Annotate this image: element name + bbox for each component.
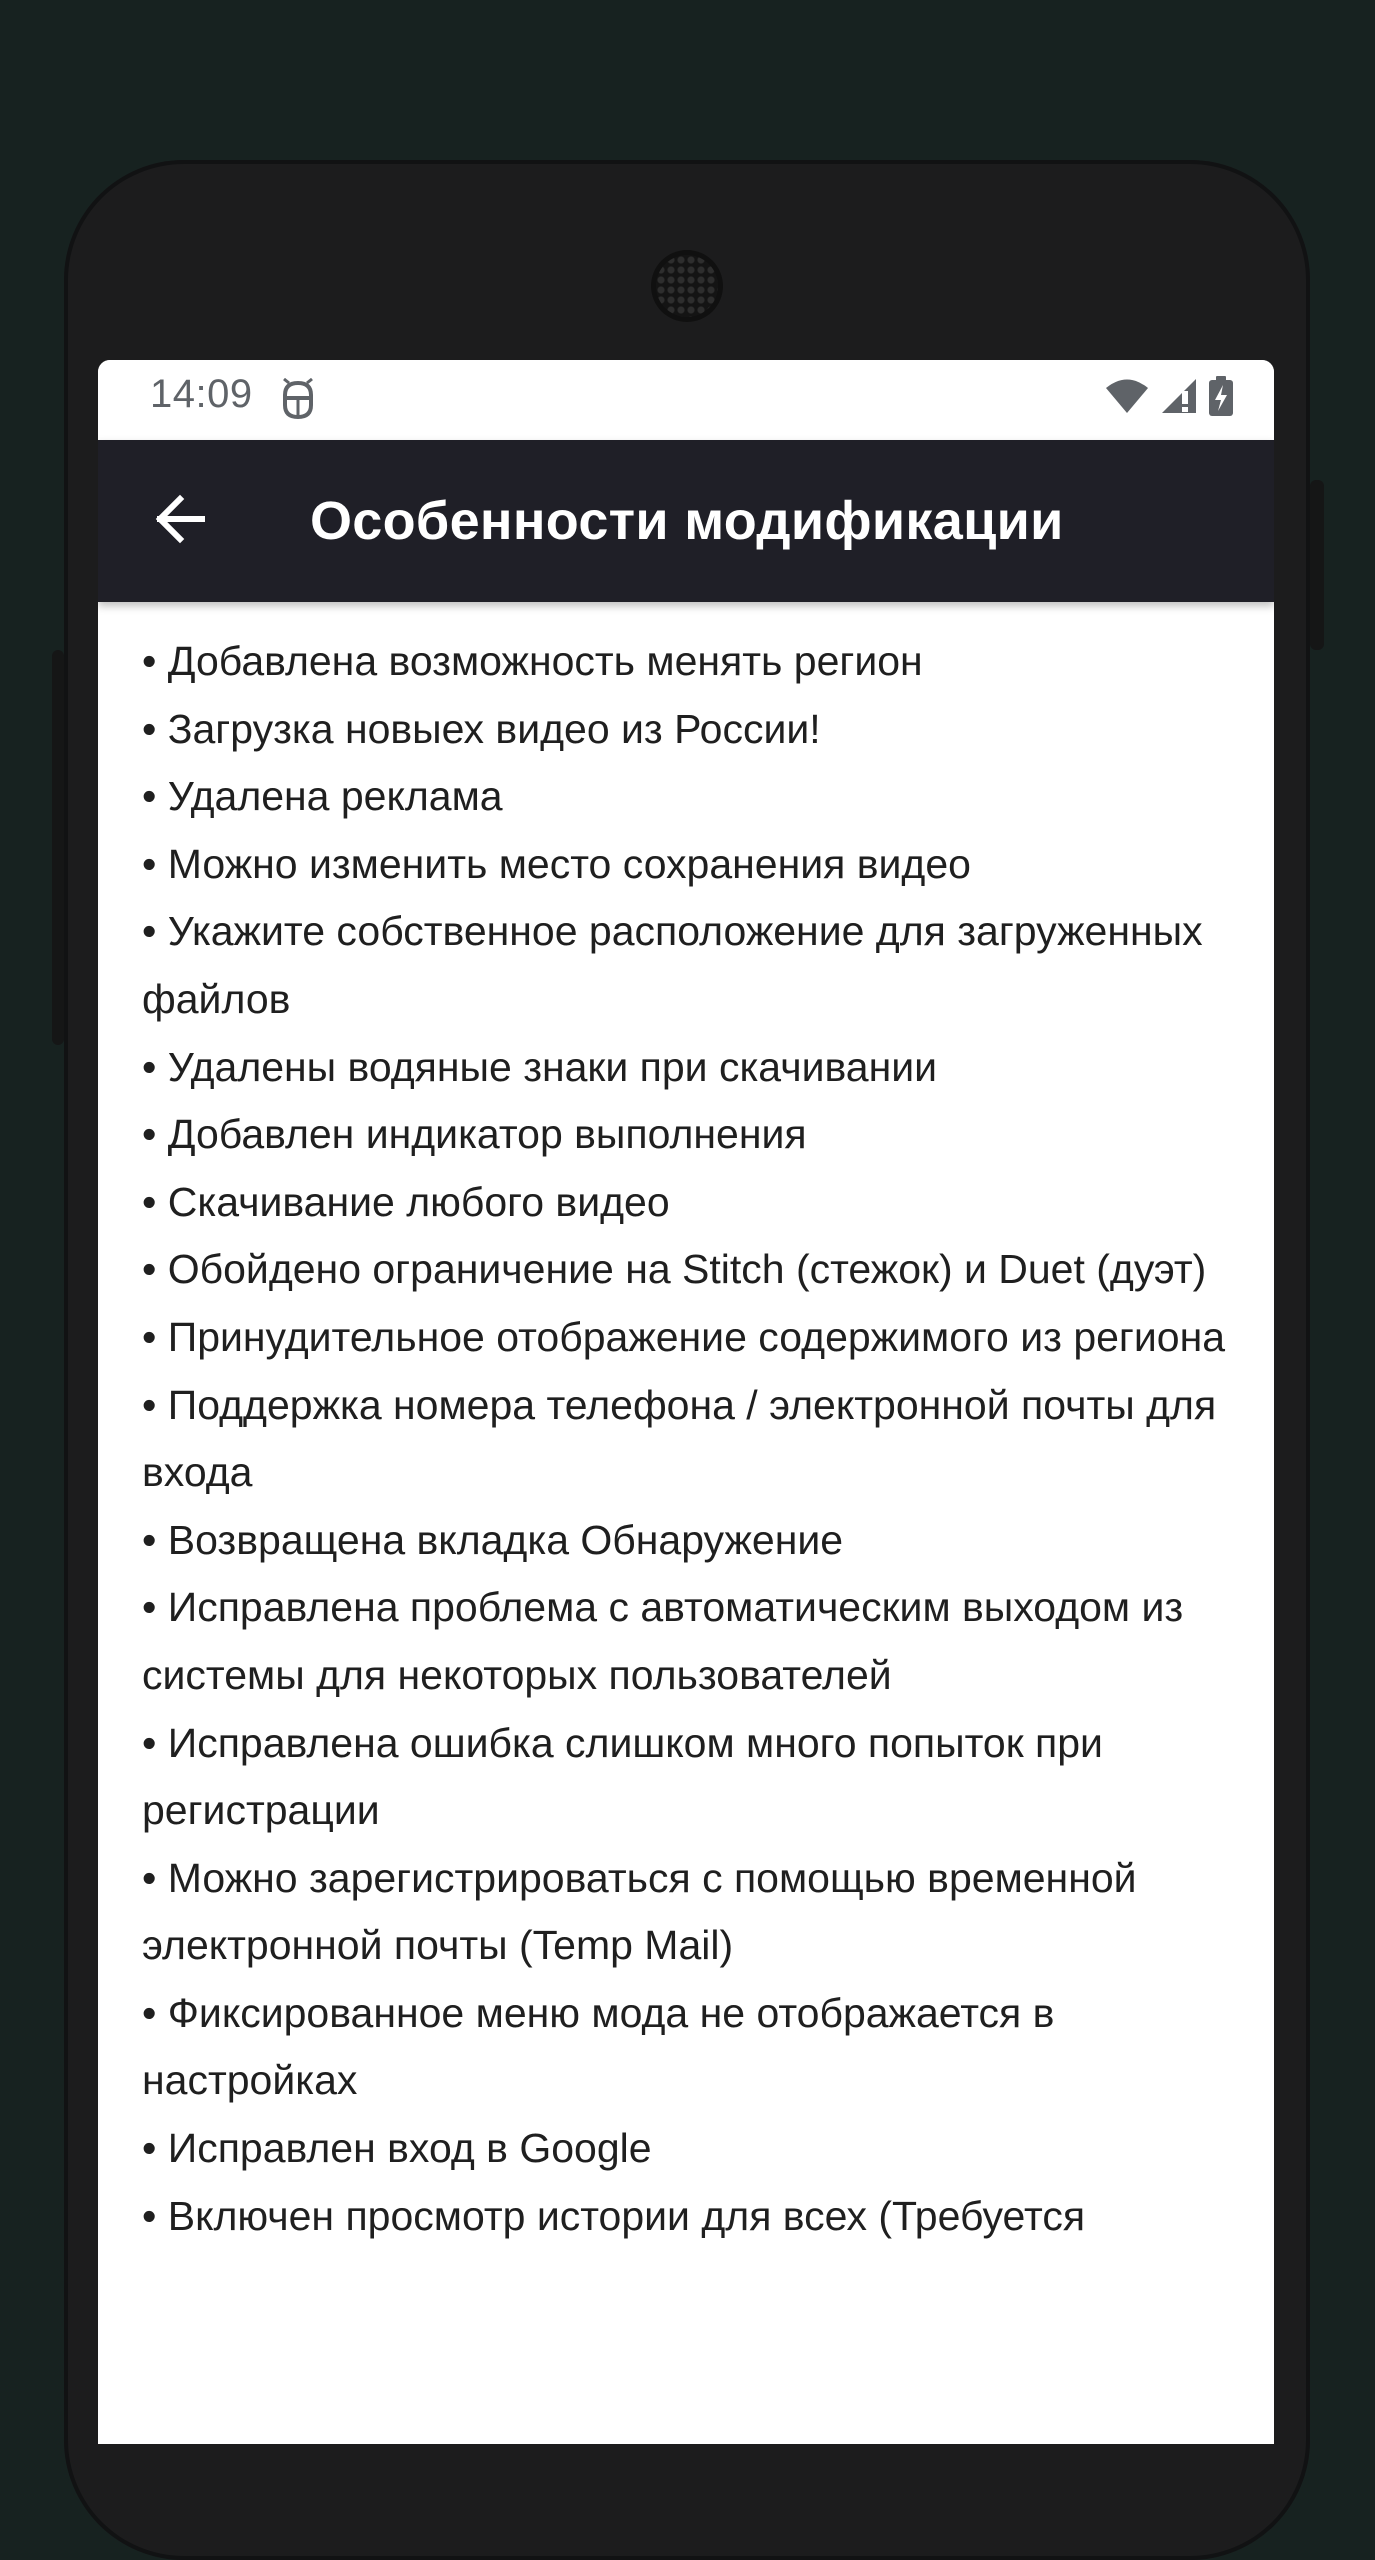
list-item: • Добавлен индикатор выполнения bbox=[142, 1111, 807, 1158]
list-item: • Фиксированное меню мода не отображается в настройках bbox=[142, 1989, 1055, 2104]
status-bar bbox=[98, 360, 1274, 440]
list-item: • Укажите собственное расположение для загруженных файлов bbox=[142, 908, 1203, 1022]
list-item: • Загрузка новыех видео из России! bbox=[142, 705, 821, 752]
list-item: • Включен просмотр истории для всех (Требуется bbox=[142, 2192, 1086, 2239]
status-icons bbox=[1104, 376, 1234, 416]
status-time: 14:09 bbox=[150, 372, 253, 416]
page-title: Особенности модификации bbox=[310, 491, 1064, 551]
list-item: • Исправлена проблема с автоматическим выходом из системы для некоторых пользователей bbox=[142, 1584, 1184, 1698]
list-item: • Добавлена возможность менять регион bbox=[142, 638, 923, 684]
list-item: • Удалены водяные знаки при скачивании bbox=[142, 1043, 938, 1090]
back-button[interactable] bbox=[120, 461, 240, 581]
list-item: • Можно изменить место сохранения видео bbox=[142, 840, 971, 887]
android-debug-icon bbox=[278, 378, 318, 420]
features-list bbox=[98, 602, 1274, 2250]
list-item: • Возвращена вкладка Обнаружение bbox=[142, 1516, 844, 1563]
list-item: • Можно зарегистрироваться с помощью временной электронной почты (Temp Mail) bbox=[142, 1854, 1137, 1969]
toolbar bbox=[98, 440, 1274, 602]
list-item: • Поддержка номера телефона / электронной почты для входа bbox=[142, 1381, 1217, 1496]
wifi-icon bbox=[1104, 377, 1150, 415]
phone-right-button bbox=[1310, 480, 1324, 650]
phone-speaker bbox=[656, 255, 718, 317]
list-item: • Исправлен вход в Google bbox=[142, 2125, 652, 2172]
list-item: • Принудительное отображение содержимого из региона bbox=[142, 1313, 1226, 1360]
list-item: • Исправлена ошибка слишком много попыток при регистрации bbox=[142, 1719, 1103, 1834]
list-item: • Удалена реклама bbox=[142, 773, 503, 820]
battery-charging-icon bbox=[1208, 376, 1234, 416]
arrow-left-icon bbox=[152, 491, 208, 552]
phone-left-button bbox=[52, 650, 64, 1045]
cellular-signal-icon bbox=[1160, 377, 1198, 415]
app-screen bbox=[98, 360, 1274, 2444]
list-item: • Обойдено ограничение на Stitch (стежок) и Duet (дуэт) bbox=[142, 1246, 1207, 1293]
list-item: • Скачивание любого видео bbox=[142, 1178, 670, 1225]
